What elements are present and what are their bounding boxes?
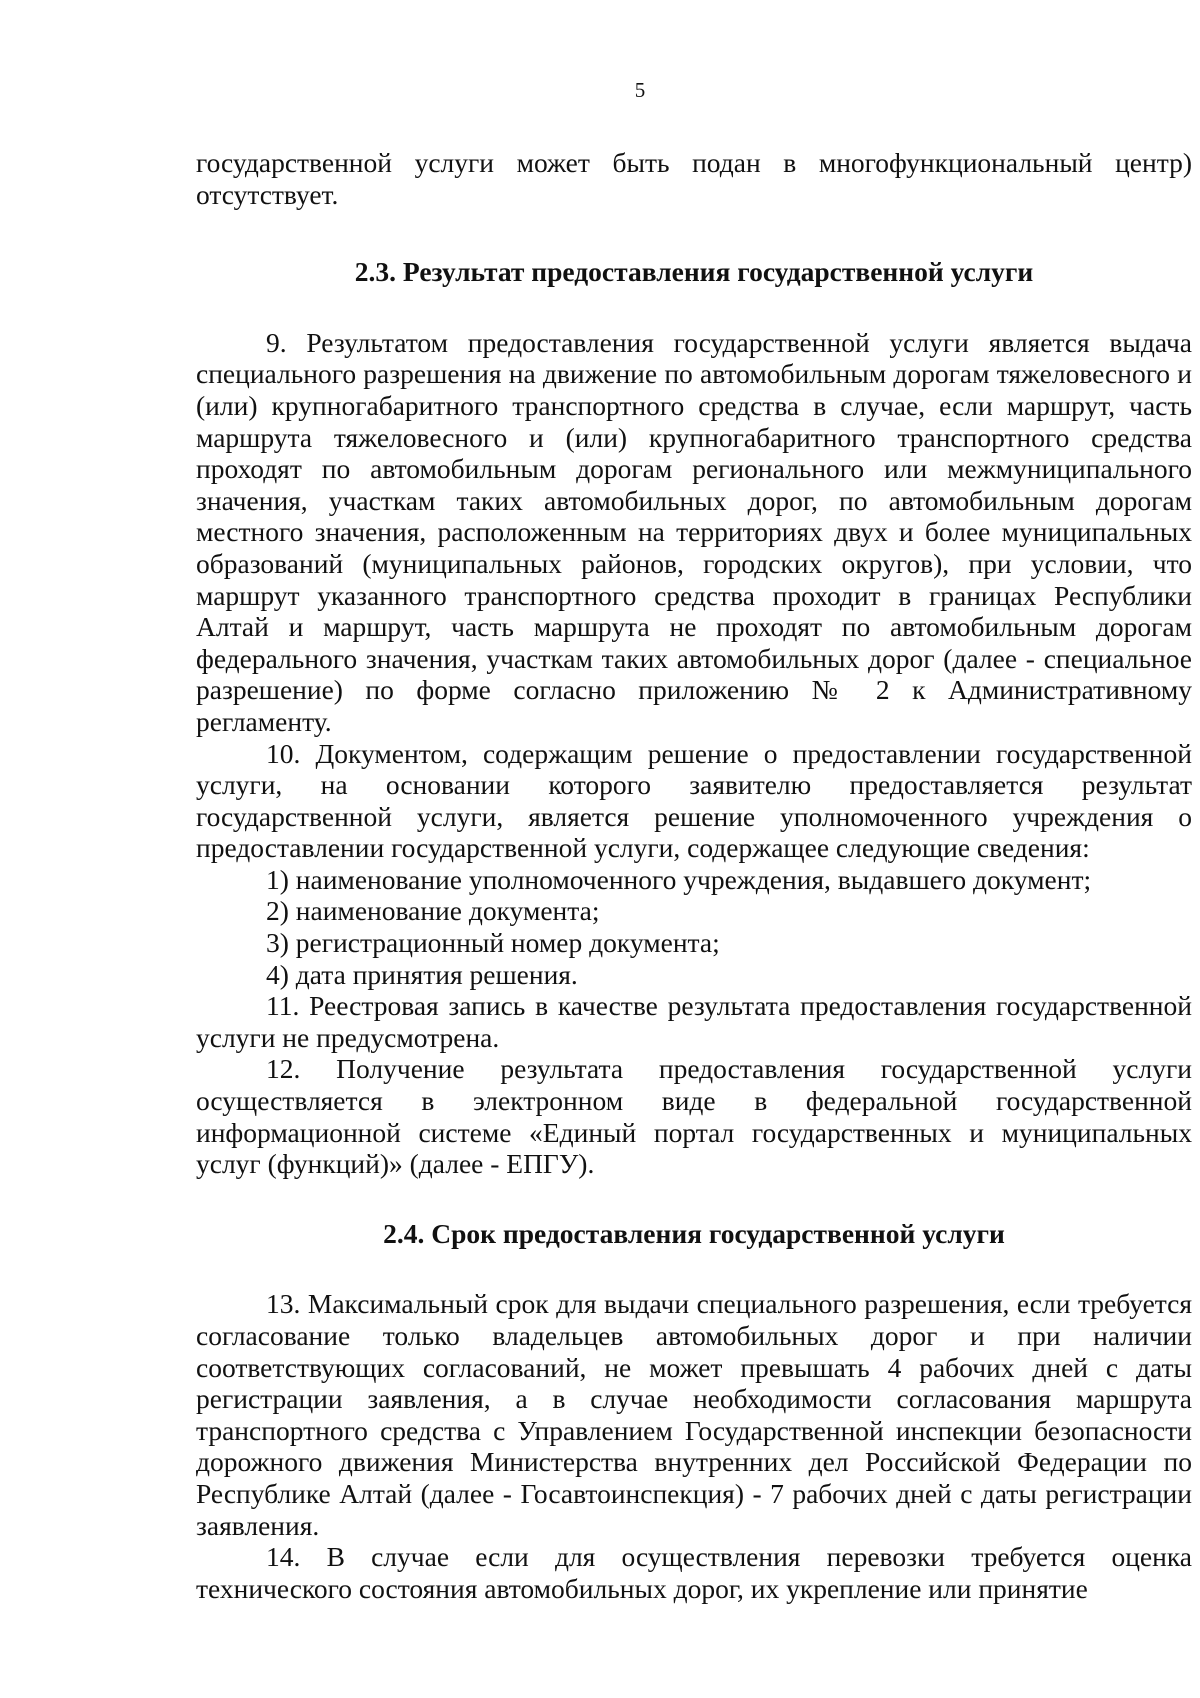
paragraph-13: 13. Максимальный срок для выдачи специального разрешения, если требуется согласование только владельцев автомобильных дорог и при наличии соответствующих согласований, не может превышать 4 рабочих дней с даты регистрации заявления, а в случае необходимости согласования маршрута транспортного средства с Управлением Государственной инспекции безопасности дорожного движения Министерства внутренних дел Российской Федерации по Республике Алтай (далее - Госавтоинспекция) - 7 рабочих дней с даты регистрации заявления. <box>196 1288 1192 1541</box>
list-item-10-1: 1) наименование уполномоченного учреждения, выдавшего документ; <box>266 863 1092 895</box>
paragraph-9: 9. Результатом предоставления государственной услуги является выдача специального разрешения на движение по автомобильным дорогам тяжеловесного и (или) крупногабаритного транспортного средства в случае, если маршрут, часть маршрута тяжеловесного и (или) крупногабаритного транспортного средства проходят по автомобильным дорогам регионального или межмуниципального значения, участкам таких автомобильных дорог, по автомобильным дорогам местного значения, расположенным на территориях двух и более муниципальных образований (муниципальных районов, городских округов), при условии, что маршрут указанного транспортного средства проходит в границах Республики Алтай и маршрут, часть маршрута не проходят по автомобильным дорогам федерального значения, участкам таких автомобильных дорог (далее - специальное разрешение) по форме согласно приложению № 2 к Административному регламенту. <box>196 326 1192 737</box>
paragraph-12: 12. Получение результата предоставления государственной услуги осуществляется в электронном виде в федеральной государственной информационной системе «Единый портал государственных и муниципальных услуг (функций)» (далее - ЕПГУ). <box>196 1053 1192 1180</box>
paragraph-11: 11. Реестровая запись в качестве результата предоставления государственной услуги не предусмотрена. <box>196 990 1192 1053</box>
list-item-10-3: 3) регистрационный номер документа; <box>266 927 720 959</box>
section-heading-2-3: 2.3. Результат предоставления государственной услуги <box>354 256 1034 288</box>
page-number: 5 <box>634 78 646 102</box>
section-heading-2-4: 2.4. Срок предоставления государственной услуги <box>383 1217 1005 1249</box>
continuation-paragraph: государственной услуги может быть подан в многофункциональный центр) отсутствует. <box>196 147 1192 210</box>
list-item-10-4: 4) дата принятия решения. <box>266 958 578 990</box>
document-body <box>196 147 1192 1604</box>
paragraph-14: 14. В случае если для осуществления перевозки требуется оценка технического состояния автомобильных дорог, их укрепление или принятие <box>196 1541 1192 1604</box>
paragraph-10: 10. Документом, содержащим решение о предоставлении государственной услуги, на основании которого заявителю предоставляется результат государственной услуги, является решение уполномоченного учреждения о предоставлении государственной услуги, содержащее следующие сведения: <box>196 737 1192 864</box>
list-item-10-2: 2) наименование документа; <box>266 895 600 927</box>
